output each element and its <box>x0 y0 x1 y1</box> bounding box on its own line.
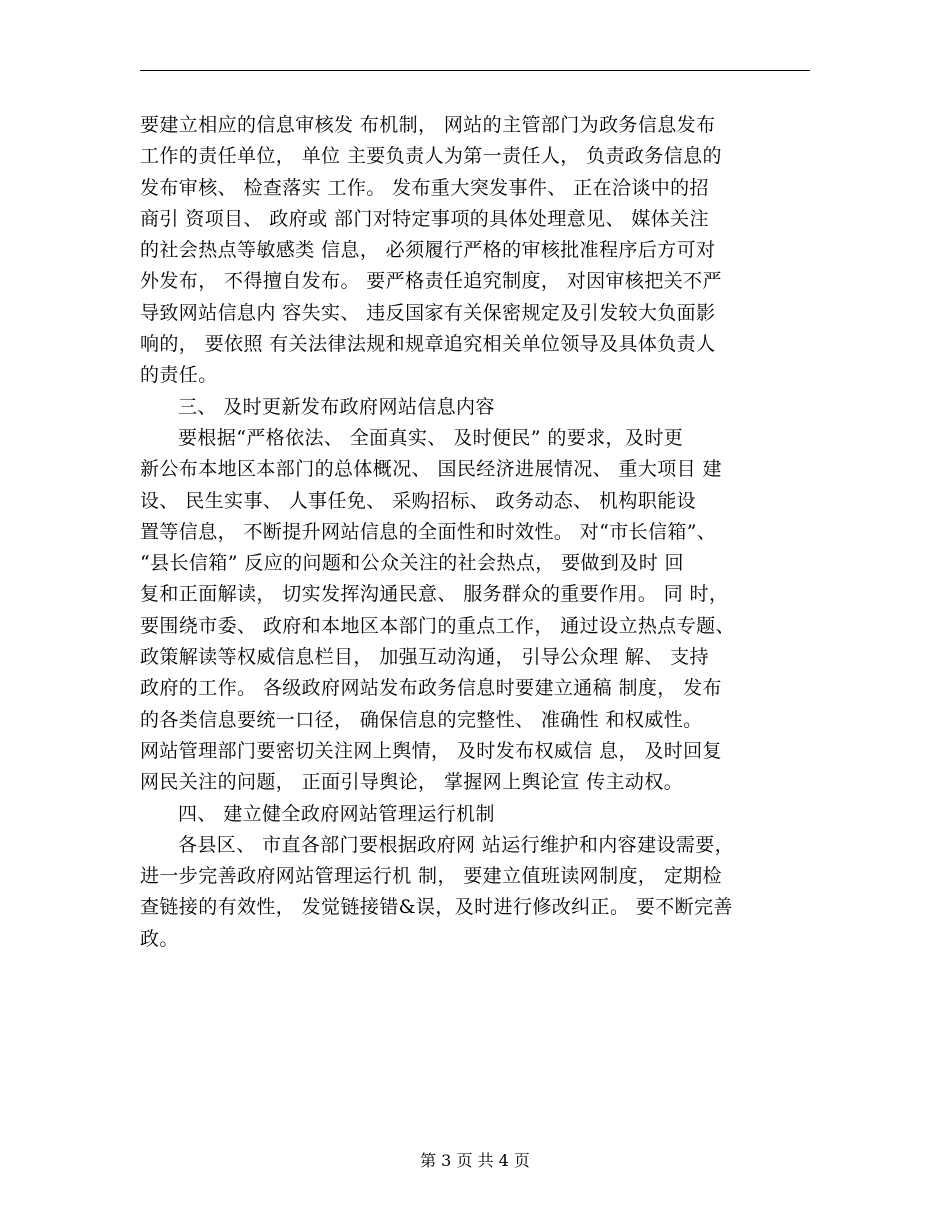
text-line: 复和正面解读， 切实发挥沟通民意、 服务群众的重要作用。 同 时， <box>140 583 729 606</box>
text-line: 新公布本地区本部门的总体概况、 国民经济进展情况、 重大项目 建 <box>140 458 722 481</box>
text-line: 要围绕市委、 政府和本地区本部门的重点工作， 通过设立热点专题、 <box>140 614 735 637</box>
text-line: 的各类信息要统一口径， 确保信息的完整性、 准确性 和权威性。 <box>140 708 703 731</box>
text-line: 政策解读等权威信息栏目， 加强互动沟通， 引导公众理 解、 支持 <box>140 646 709 669</box>
text-line: 响的， 要依照 有关法律法规和规章追究相关单位领导及具体负责人 <box>140 333 716 356</box>
text-line: 要根据“严格依法、 全面真实、 及时便民” 的要求，及时更 <box>178 426 684 449</box>
text-line: 设、 民生实事、 人事任免、 采购招标、 政务动态、 机构职能设 <box>140 489 696 512</box>
text-line: 网民关注的问题， 正面引导舆论， 掌握网上舆论宣 传主动权。 <box>140 771 684 794</box>
text-line: 的责任。 <box>140 364 218 387</box>
document-body <box>140 110 820 955</box>
page-footer: 第 3 页 共 4 页 <box>420 1151 530 1170</box>
text-line: 外发布， 不得擅自发布。 要严格责任追究制度， 对因审核把关不严 <box>140 270 722 293</box>
text-line: 发布审核、 检查落实 工作。 发布重大突发事件、 正在洽谈中的招 <box>140 176 709 199</box>
text-line: 各县区、 市直各部门要根据政府网 站运行维护和内容建设需要， <box>178 833 735 856</box>
text-line: 置等信息， 不断提升网站信息的全面性和时效性。 对“市长信箱”、 <box>140 520 717 543</box>
text-line: 网站管理部门要密切关注网上舆情， 及时发布权威信 息， 及时回复 <box>140 739 722 762</box>
header-rule <box>140 70 810 71</box>
text-line: 政。 <box>140 927 179 950</box>
text-line: 四、 建立健全政府网站管理运行机制 <box>178 802 495 825</box>
text-line: 的社会热点等敏感类 信息， 必须履行严格的审核批准程序后方可对 <box>140 239 716 262</box>
text-line: 要建立相应的信息审核发 布机制， 网站的主管部门为政务信息发布 <box>140 114 716 136</box>
text-line: “县长信箱” 反应的问题和公众关注的社会热点， 要做到及时 回 <box>140 552 684 575</box>
text-line: 工作的责任单位， 单位 主要负责人为第一责任人， 负责政务信息的 <box>140 145 722 168</box>
text-line: 导致网站信息内 容失实、 违反国家有关保密规定及引发较大负面影 <box>140 301 716 324</box>
text-line: 进一步完善政府网站管理运行机 制， 要建立值班读网制度， 定期检 <box>140 865 722 888</box>
text-line: 查链接的有效性， 发觉链接错&误，及时进行修改纠正。 要不断完善 <box>140 896 733 919</box>
text-line: 政府的工作。 各级政府网站发布政务信息时要建立通稿 制度， 发布 <box>140 677 722 700</box>
text-line: 三、 及时更新发布政府网站信息内容 <box>178 395 495 418</box>
text-line: 商引 资项目、 政府或 部门对特定事项的具体处理意见、 媒体关注 <box>140 207 709 230</box>
